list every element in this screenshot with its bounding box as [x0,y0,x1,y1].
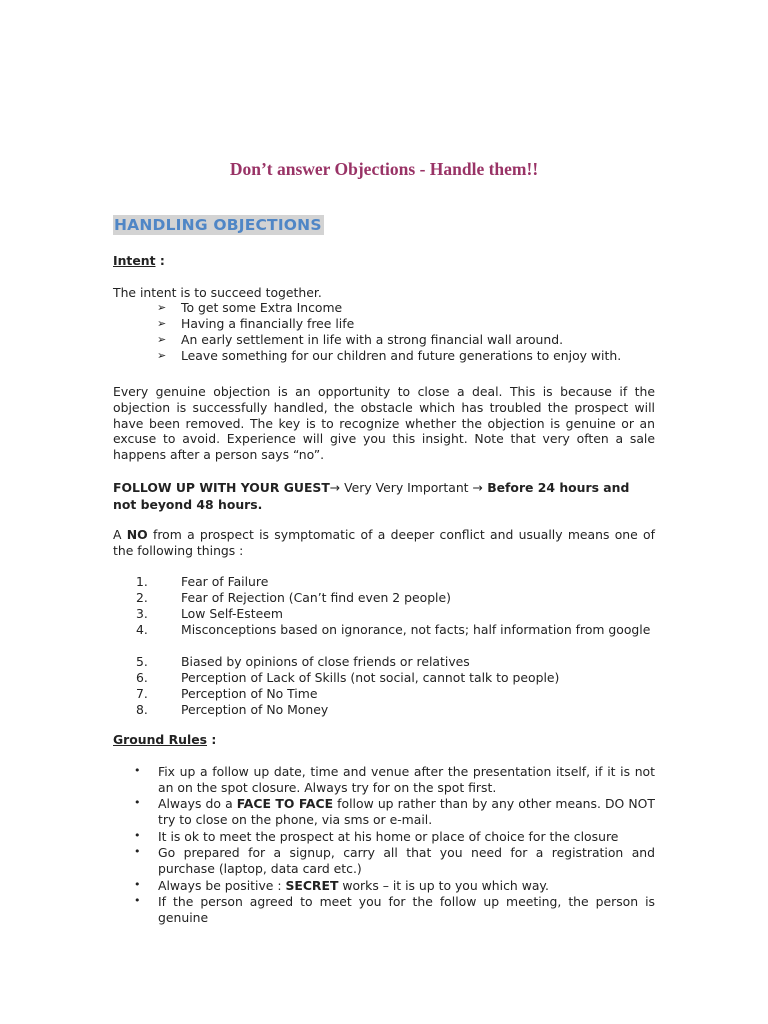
list-number: 3. [136,606,148,621]
arrow-bullet-icon: ➢ [157,301,167,314]
list-item: Fear of Rejection (Can’t find even 2 people) [181,590,451,605]
bullet-icon: • [134,764,141,777]
no-paragraph: A NO from a prospect is symptomatic of a deeper conflict and usually means one of the following things : [113,527,655,558]
list-item: Always be positive : SECRET works – it is up to you which way. [158,878,549,893]
list-item: To get some Extra Income [181,300,343,315]
arrow-right-icon: → [329,480,341,495]
ground-rules-label: Ground Rules : [113,732,217,747]
list-item: Perception of Lack of Skills (not social, cannot talk to people) [181,670,560,685]
followup-note: FOLLOW UP WITH YOUR GUEST→ Very Very Important → Before 24 hours and not beyond 48 hours. [113,480,630,512]
arrow-bullet-icon: ➢ [157,333,167,346]
list-item: Always do a FACE TO FACE follow up rather than by any other means. DO NOT try to close on the phone, via sms or e-mail. [158,796,655,828]
bullet-icon: • [134,796,141,809]
list-item: Leave something for our children and future generations to enjoy with. [181,348,622,363]
bullet-icon: • [134,878,141,891]
page-title: Don’t answer Objections - Handle them!! [229,159,539,179]
arrow-right-icon: → [472,480,483,495]
objection-paragraph: Every genuine objection is an opportunity to close a deal. This is because if the objection is successfully handled, the obstacle which has troubled the prospect will have been removed. The key is to recognize whether the objection is genuine or an excuse to avoid. Experience will give you this insight. Note that very often a sale happens after a person says “no”. [113,384,655,463]
list-number: 4. [136,622,148,637]
list-number: 8. [136,702,148,717]
list-item: Fix up a follow up date, time and venue after the presentation itself, if it is not an on the spot closure. Always try for on the spot first. [158,764,655,796]
list-number: 2. [136,590,148,605]
list-number: 5. [136,654,148,669]
bullet-icon: • [134,829,141,842]
arrow-bullet-icon: ➢ [157,349,167,362]
list-item: It is ok to meet the prospect at his home or place of choice for the closure [158,829,619,844]
intent-label: Intent : [113,253,165,268]
list-number: 6. [136,670,148,685]
bullet-icon: • [134,894,141,907]
list-item: Having a financially free life [181,316,355,331]
list-number: 7. [136,686,148,701]
bullet-icon: • [134,845,141,858]
list-number: 1. [136,574,148,589]
list-item: An early settlement in life with a strong financial wall around. [181,332,564,347]
list-item: Biased by opinions of close friends or relatives [181,654,470,669]
list-item: Perception of No Money [181,702,329,717]
list-item: Low Self-Esteem [181,606,283,621]
list-item: Misconceptions based on ignorance, not facts; half information from google [181,622,651,637]
arrow-bullet-icon: ➢ [157,317,167,330]
section-heading: HANDLING OBJECTIONS [114,216,322,234]
list-item: Go prepared for a signup, carry all that you need for a registration and purchase (laptop, data card etc.) [158,845,655,877]
list-item: If the person agreed to meet you for the follow up meeting, the person is genuine [158,894,655,926]
list-item: Perception of No Time [181,686,318,701]
intent-lead: The intent is to succeed together. [113,285,322,300]
list-item: Fear of Failure [181,574,269,589]
